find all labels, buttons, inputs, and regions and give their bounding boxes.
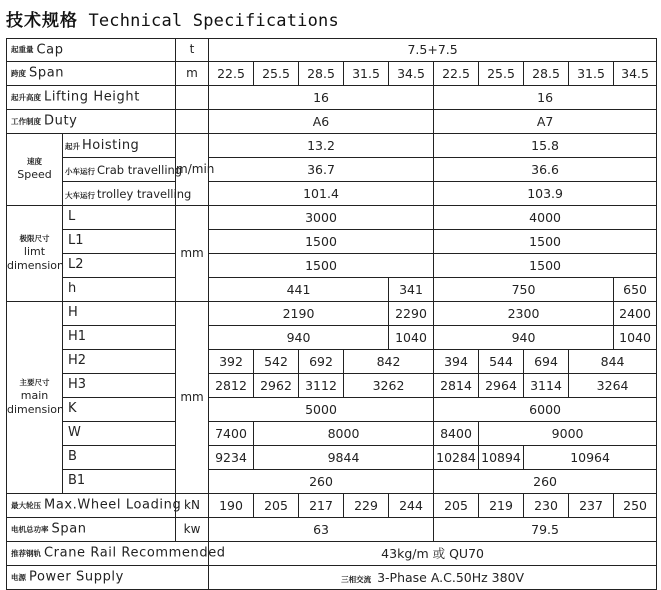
value-cell: 2190 xyxy=(209,302,389,326)
row-wheel-loading xyxy=(7,494,657,518)
value-cell: 217 xyxy=(299,494,344,518)
value-cell: 2962 xyxy=(254,374,299,398)
label-cap xyxy=(7,39,176,62)
group-en: Speed xyxy=(17,168,52,182)
value-cell: 2300 xyxy=(434,302,614,326)
value-cell: 10284 xyxy=(434,446,479,470)
unit-cell: m/min xyxy=(176,134,209,206)
sub-label-crab xyxy=(63,158,183,182)
value-cell: 79.5 xyxy=(434,518,657,542)
value-cell: 34.5 xyxy=(389,62,434,86)
label-en: Cap xyxy=(36,42,64,58)
value-cell: 750 xyxy=(434,278,614,302)
group-zh: 主要尺寸 xyxy=(19,378,50,388)
value-cell: 34.5 xyxy=(614,62,657,86)
row-speed-trolley xyxy=(7,182,657,206)
value-cell: 9844 xyxy=(254,446,434,470)
unit-cell: t xyxy=(176,39,209,62)
row-limit-L2 xyxy=(7,254,657,278)
sub-label-trolley xyxy=(63,182,192,206)
sub-label: B1 xyxy=(63,470,176,494)
unit-cell: kw xyxy=(176,518,209,542)
value-cell: 10964 xyxy=(524,446,657,470)
sub-label: B xyxy=(63,446,176,470)
value-cell: 16 xyxy=(434,86,657,110)
value-cell: 1040 xyxy=(389,326,434,350)
value-cell: 9000 xyxy=(479,422,657,446)
value-cell: 2400 xyxy=(614,302,657,326)
spec-table xyxy=(6,38,657,590)
value-cell: 36.6 xyxy=(434,158,657,182)
label-en: Duty xyxy=(44,113,78,129)
value-cell: 940 xyxy=(209,326,389,350)
value-cell: 8000 xyxy=(254,422,434,446)
sub-label: H1 xyxy=(63,326,176,350)
label-en: Power Supply xyxy=(29,569,124,585)
value-cell: 2812 xyxy=(209,374,254,398)
label-span xyxy=(7,62,176,86)
value-cell: 5000 xyxy=(209,398,434,422)
value-cell: A7 xyxy=(434,110,657,134)
group-en: dimension xyxy=(7,403,64,417)
row-limit-L xyxy=(7,206,657,230)
row-main-H2 xyxy=(7,350,657,374)
row-duty xyxy=(7,110,657,134)
unit-cell xyxy=(176,110,209,134)
row-main-H xyxy=(7,302,657,326)
value-cell: 63 xyxy=(209,518,434,542)
page-title xyxy=(6,6,339,31)
value-cell: 1500 xyxy=(209,230,434,254)
value-cell: 250 xyxy=(614,494,657,518)
value-cell: 341 xyxy=(389,278,434,302)
unit-cell: mm xyxy=(176,206,209,302)
value-cell: A6 xyxy=(209,110,434,134)
value-cell: 3114 xyxy=(524,374,569,398)
label-zh: 推荐钢轨 xyxy=(11,548,41,558)
value-cell: 237 xyxy=(569,494,614,518)
label-lifting-height xyxy=(7,86,176,110)
sub-zh: 起升 xyxy=(65,141,80,151)
sub-label-hoisting xyxy=(63,134,176,158)
value-cell: 25.5 xyxy=(479,62,524,86)
row-speed-crab xyxy=(7,158,657,182)
value-cell: 22.5 xyxy=(434,62,479,86)
sub-label: H xyxy=(63,302,176,326)
label-zh: 电源 xyxy=(11,572,26,582)
value-cell: 28.5 xyxy=(299,62,344,86)
sub-label: K xyxy=(63,398,176,422)
value-cell: 3262 xyxy=(344,374,434,398)
row-motor-power xyxy=(7,518,657,542)
row-main-H1 xyxy=(7,326,657,350)
value-cell: 394 xyxy=(434,350,479,374)
unit-cell: m xyxy=(176,62,209,86)
sub-label: W xyxy=(63,422,176,446)
value-cell: 392 xyxy=(209,350,254,374)
sub-label: h xyxy=(63,278,176,302)
value-cell: 692 xyxy=(299,350,344,374)
label-duty xyxy=(7,110,176,134)
title-en: Technical Specifications xyxy=(88,11,339,31)
value-cell: 2814 xyxy=(434,374,479,398)
row-speed-hoisting xyxy=(7,134,657,158)
value-cell xyxy=(209,566,657,590)
sub-zh: 小车运行 xyxy=(65,166,95,176)
title-zh: 技术规格 xyxy=(6,11,78,31)
row-main-H3 xyxy=(7,374,657,398)
unit-cell: mm xyxy=(176,302,209,494)
value-cell: 7400 xyxy=(209,422,254,446)
value-cell: 650 xyxy=(614,278,657,302)
sub-label: H3 xyxy=(63,374,176,398)
value-cell: 31.5 xyxy=(569,62,614,86)
value-cell: 694 xyxy=(524,350,569,374)
label-en: Crane Rail Recommended xyxy=(44,545,226,561)
value-cell: 3112 xyxy=(299,374,344,398)
value-cell: 219 xyxy=(479,494,524,518)
value-cell: 230 xyxy=(524,494,569,518)
label-en: Span xyxy=(51,521,87,537)
sub-en: Crab travelling xyxy=(97,162,183,177)
row-crane-rail xyxy=(7,542,657,566)
value-cell: 2290 xyxy=(389,302,434,326)
value-cell: 43kg/m 或 QU70 xyxy=(209,542,657,566)
sub-label: L xyxy=(63,206,176,230)
supply-zh: 三相交流 xyxy=(341,574,372,584)
value-cell: 9234 xyxy=(209,446,254,470)
label-motor-power xyxy=(7,518,176,542)
value-cell: 31.5 xyxy=(344,62,389,86)
value-cell: 4000 xyxy=(434,206,657,230)
value-cell: 205 xyxy=(254,494,299,518)
value-cell: 544 xyxy=(479,350,524,374)
row-power-supply xyxy=(7,566,657,590)
unit-cell xyxy=(176,86,209,110)
value-cell: 2964 xyxy=(479,374,524,398)
row-main-B1 xyxy=(7,470,657,494)
value-cell: 1500 xyxy=(434,230,657,254)
value-cell: 36.7 xyxy=(209,158,434,182)
group-main-dimension xyxy=(7,302,63,494)
row-limit-h xyxy=(7,278,657,302)
value-cell: 1040 xyxy=(614,326,657,350)
unit-cell: kN xyxy=(176,494,209,518)
value-cell: 10894 xyxy=(479,446,524,470)
value-cell: 260 xyxy=(209,470,434,494)
group-limit-dimension xyxy=(7,206,63,302)
value-cell: 16 xyxy=(209,86,434,110)
value-cell: 25.5 xyxy=(254,62,299,86)
label-en: Max.Wheel Loading xyxy=(44,497,182,513)
label-zh: 起升高度 xyxy=(11,92,41,102)
value-cell: 441 xyxy=(209,278,389,302)
value-cell: 13.2 xyxy=(209,134,434,158)
value-cell: 7.5+7.5 xyxy=(209,39,657,62)
value-cell: 542 xyxy=(254,350,299,374)
value-cell: 103.9 xyxy=(434,182,657,206)
label-crane-rail xyxy=(7,542,226,566)
sub-zh: 大车运行 xyxy=(65,190,95,200)
row-lifting-height xyxy=(7,86,657,110)
sub-label: L2 xyxy=(63,254,176,278)
supply-value: 3-Phase A.C.50Hz 380V xyxy=(377,569,525,585)
label-wheel-loading xyxy=(7,494,182,518)
label-en: Lifting Height xyxy=(44,89,140,105)
row-span xyxy=(7,62,657,86)
value-cell: 101.4 xyxy=(209,182,434,206)
value-cell: 6000 xyxy=(434,398,657,422)
row-main-B xyxy=(7,446,657,470)
sub-en: trolley travelling xyxy=(97,186,192,201)
label-power-supply xyxy=(7,566,209,590)
value-cell: 1500 xyxy=(434,254,657,278)
value-cell: 22.5 xyxy=(209,62,254,86)
label-en: Span xyxy=(29,65,65,81)
value-cell: 3000 xyxy=(209,206,434,230)
value-cell: 1500 xyxy=(209,254,434,278)
value-cell: 229 xyxy=(344,494,389,518)
value-cell: 28.5 xyxy=(524,62,569,86)
value-cell: 8400 xyxy=(434,422,479,446)
row-limit-L1 xyxy=(7,230,657,254)
label-zh: 电机总功率 xyxy=(11,524,49,534)
group-en: main xyxy=(20,389,49,403)
sub-en: Hoisting xyxy=(82,137,140,153)
value-cell: 260 xyxy=(434,470,657,494)
label-zh: 最大轮压 xyxy=(11,500,41,510)
group-en: limt xyxy=(23,245,46,259)
label-zh: 起重量 xyxy=(11,45,34,55)
sub-label: L1 xyxy=(63,230,176,254)
sub-label: H2 xyxy=(63,350,176,374)
row-main-W xyxy=(7,422,657,446)
value-cell: 940 xyxy=(434,326,614,350)
value-cell: 15.8 xyxy=(434,134,657,158)
value-cell: 244 xyxy=(389,494,434,518)
value-cell: 844 xyxy=(569,350,657,374)
row-main-K xyxy=(7,398,657,422)
group-en: dimension xyxy=(7,259,64,273)
label-zh: 跨度 xyxy=(11,68,26,78)
group-zh: 极限尺寸 xyxy=(19,234,50,244)
value-cell: 205 xyxy=(434,494,479,518)
label-zh: 工作制度 xyxy=(11,116,41,126)
group-speed xyxy=(7,134,63,206)
value-cell: 190 xyxy=(209,494,254,518)
value-cell: 3264 xyxy=(569,374,657,398)
value-cell: 842 xyxy=(344,350,434,374)
group-zh: 速度 xyxy=(27,156,42,166)
row-cap xyxy=(7,39,657,62)
